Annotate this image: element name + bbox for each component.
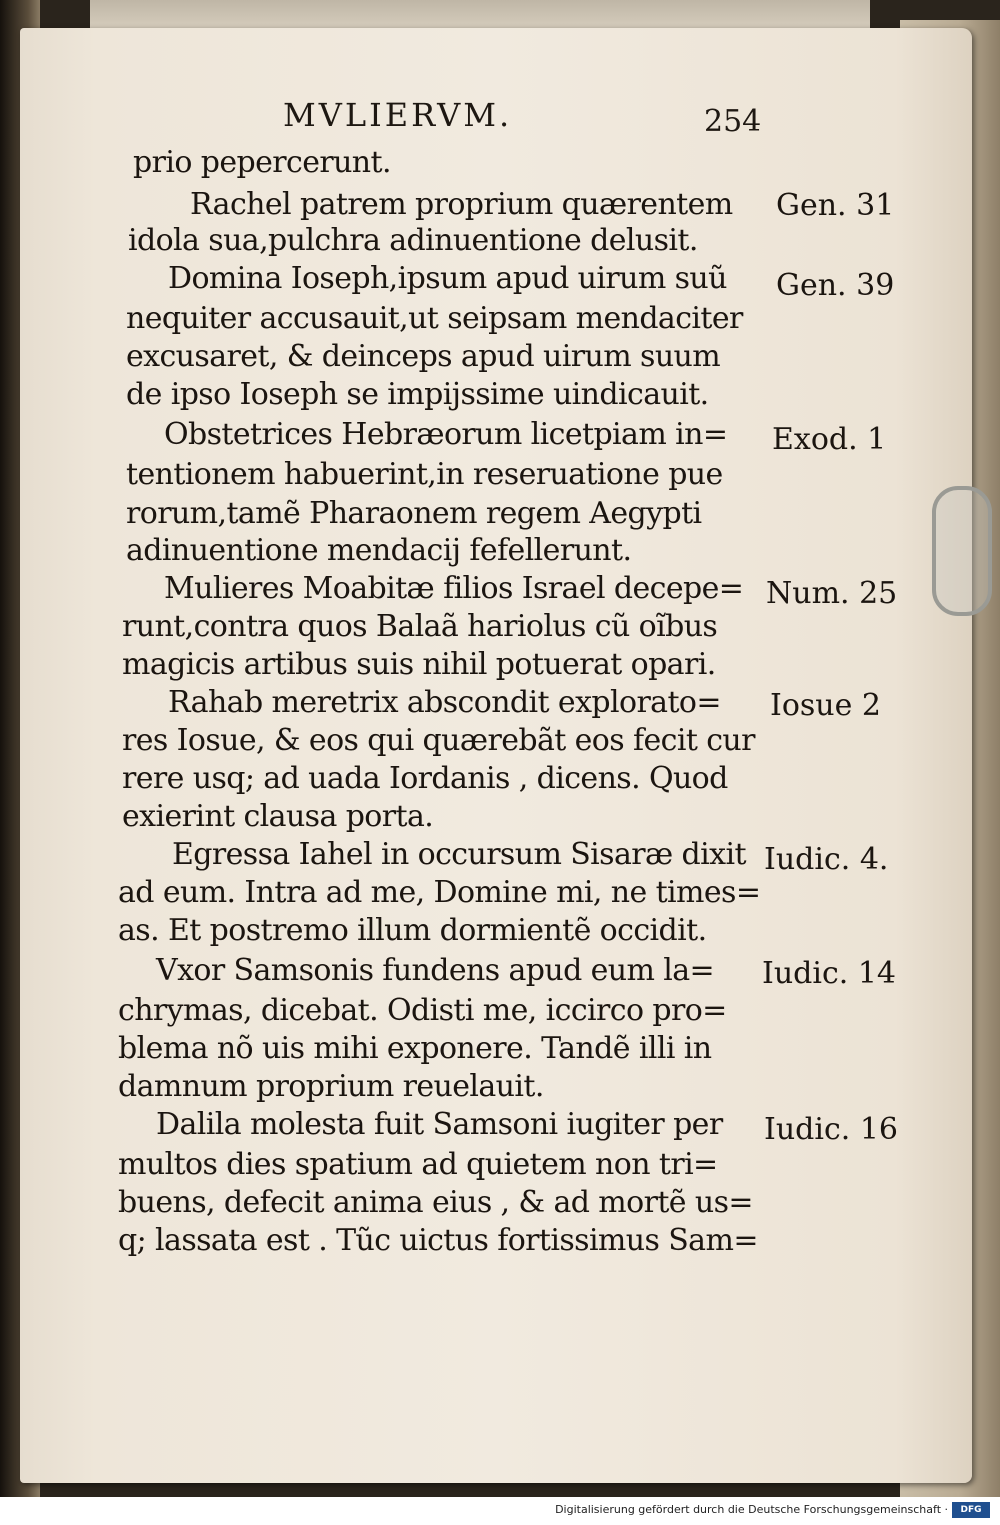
margin-ref: Gen. 31 bbox=[776, 188, 895, 223]
text-line: q; lassata est . Tũc uictus fortissimus Sam= bbox=[118, 1223, 758, 1258]
funding-credit: Digitalisierung gefördert durch die Deutsche Forschungsgemeinschaft · bbox=[555, 1503, 948, 1516]
text-line: Obstetrices Hebræorum licetpiam in= bbox=[164, 417, 728, 452]
text-line: as. Et postremo illum dormientẽ occidit. bbox=[118, 913, 707, 948]
text-line: Rahab meretrix abscondit explorato= bbox=[168, 685, 721, 720]
text-line: Vxor Samsonis fundens apud eum la= bbox=[156, 953, 715, 988]
text-line: chrymas, dicebat. Odisti me, iccirco pro= bbox=[118, 993, 727, 1028]
text-line: tentionem habuerint,in reseruatione pue bbox=[126, 457, 723, 492]
text-line: damnum proprium reuelauit. bbox=[118, 1069, 544, 1104]
text-line: rorum,tamẽ Pharaonem regem Aegypti bbox=[126, 496, 702, 531]
dfg-logo: DFG bbox=[952, 1502, 990, 1518]
margin-ref: Iudic. 4. bbox=[764, 842, 889, 877]
text-line: Mulieres Moabitæ filios Israel decepe= bbox=[164, 571, 744, 606]
text-line: blema nõ uis mihi exponere. Tandẽ illi in bbox=[118, 1031, 712, 1066]
text-line: idola sua,pulchra adinuentione delusit. bbox=[128, 223, 698, 258]
text-line: excusaret, & deinceps apud uirum suum bbox=[126, 339, 721, 374]
text-line: multos dies spatium ad quietem non tri= bbox=[118, 1147, 718, 1182]
text-line: exierint clausa porta. bbox=[122, 799, 434, 834]
footer-bar bbox=[0, 1497, 1000, 1525]
text-line: ad eum. Intra ad me, Domine mi, ne times= bbox=[118, 875, 761, 910]
text-line: nequiter accusauit,ut seipsam mendaciter bbox=[126, 301, 743, 336]
text-line: Egressa Iahel in occursum Sisaræ dixit bbox=[172, 837, 746, 872]
margin-ref: Iudic. 14 bbox=[762, 956, 897, 991]
text-line: res Iosue, & eos qui quærebãt eos fecit cur bbox=[122, 723, 755, 758]
text-line: buens, defecit anima eius , & ad mortẽ us= bbox=[118, 1185, 753, 1220]
margin-ref: Num. 25 bbox=[766, 576, 898, 611]
margin-ref: Iosue 2 bbox=[770, 688, 882, 723]
running-title: MVLIERVM. bbox=[283, 96, 513, 134]
text-line: de ipso Ioseph se impijssime uindicauit. bbox=[126, 377, 709, 412]
text-line: adinuentione mendacij fefellerunt. bbox=[126, 533, 632, 568]
text-line: magicis artibus suis nihil potuerat opari. bbox=[122, 647, 716, 682]
text-line: runt,contra quos Balaã hariolus cũ oĩbus bbox=[122, 609, 718, 644]
margin-ref: Iudic. 16 bbox=[764, 1112, 899, 1147]
text-line: rere usq; ad uada Iordanis , dicens. Quod bbox=[122, 761, 728, 796]
text-line: Rachel patrem proprium quærentem bbox=[190, 187, 733, 222]
text-line: Dalila molesta fuit Samsoni iugiter per bbox=[156, 1107, 723, 1142]
page-clip bbox=[932, 486, 992, 616]
page-number: 254 bbox=[704, 104, 762, 139]
text-line: Domina Ioseph,ipsum apud uirum suũ bbox=[168, 261, 727, 296]
margin-ref: Exod. 1 bbox=[772, 422, 887, 457]
margin-ref: Gen. 39 bbox=[776, 268, 895, 303]
text-line: prio pepercerunt. bbox=[133, 145, 391, 180]
